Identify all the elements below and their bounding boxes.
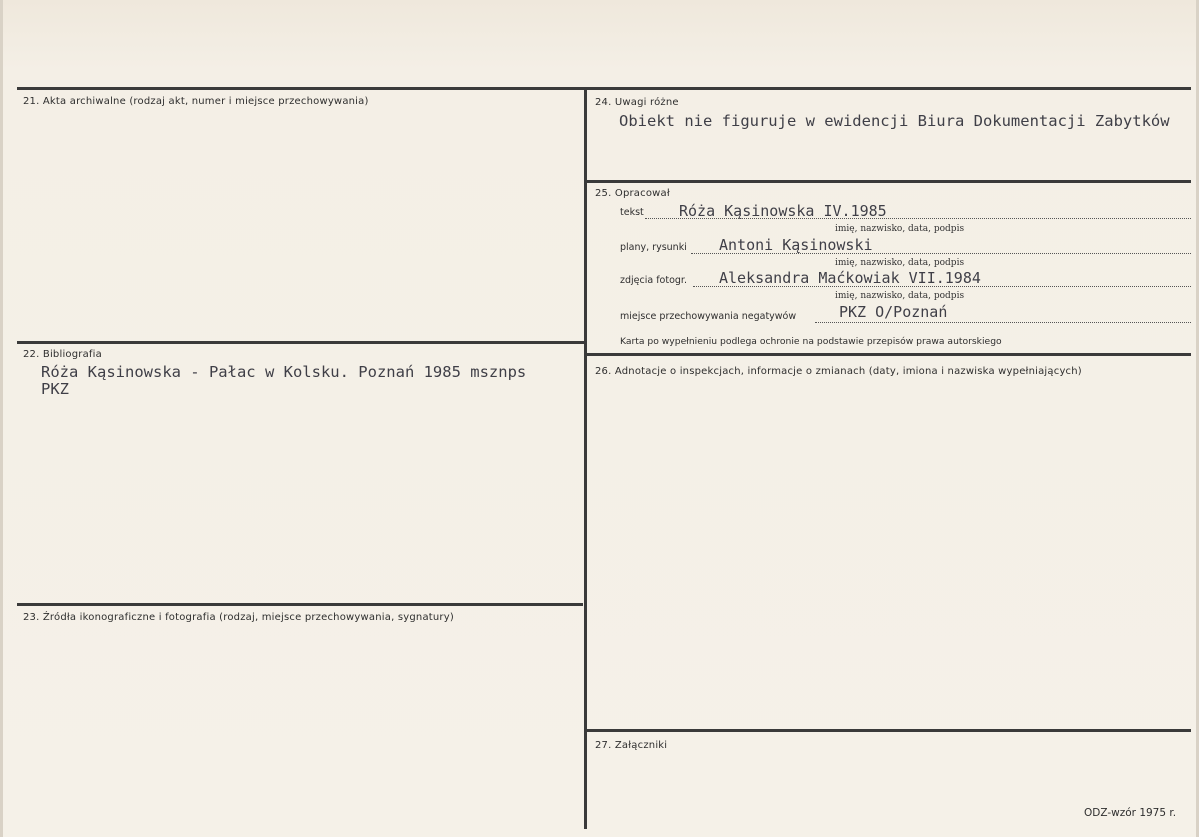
- top-rule: [17, 87, 1191, 90]
- rule-24-25: [587, 180, 1191, 183]
- rule-21-22: [17, 341, 585, 344]
- plany-value: Antoni Kąsinowski: [719, 236, 873, 254]
- zdjecia-sublabel: imię, nazwisko, data, podpis: [835, 291, 965, 301]
- zdjecia-value: Aleksandra Maćkowiak VII.1984: [719, 269, 981, 287]
- tekst-sublabel: imię, nazwisko, data, podpis: [835, 224, 965, 234]
- rule-26-27: [587, 729, 1191, 732]
- tekst-value: Róża Kąsinowska IV.1985: [679, 202, 887, 220]
- section-27-label: 27. Załączniki: [595, 740, 668, 751]
- section-25-label: 25. Opracował: [595, 188, 670, 199]
- negatives-label: miejsce przechowywania negatywów: [620, 311, 797, 322]
- negatives-value: PKZ O/Poznań: [839, 303, 948, 321]
- section-21-label: 21. Akta archiwalne (rodzaj akt, numer i miejsce przechowywania): [23, 96, 369, 107]
- negatives-dotline: [815, 322, 1191, 323]
- center-divider: [584, 89, 587, 829]
- remarks-text: Obiekt nie figuruje w ewidencji Biura Dokumentacji Zabytków: [619, 112, 1170, 130]
- rule-22-23: [17, 603, 583, 606]
- plany-sublabel: imię, nazwisko, data, podpis: [835, 258, 965, 268]
- bibliography-text: Róża Kąsinowska - Pałac w Kolsku. Poznań 1985 msznps PKZ: [41, 363, 527, 398]
- rule-25-26: [587, 353, 1191, 356]
- section-24-label: 24. Uwagi różne: [595, 97, 679, 108]
- section-22-label: 22. Bibliografia: [23, 349, 102, 360]
- plany-label: plany, rysunki: [620, 242, 687, 253]
- zdjecia-label: zdjęcia fotogr.: [620, 275, 687, 286]
- section-23-label: 23. Źródła ikonograficzne i fotografia (rodzaj, miejsce przechowywania, sygnatury): [23, 612, 454, 623]
- form-model-footer: ODZ-wzór 1975 r.: [1084, 807, 1177, 819]
- copyright-note: Karta po wypełnieniu podlega ochronie na podstawie przepisów prawa autorskiego: [620, 336, 1002, 347]
- section-26-label: 26. Adnotacje o inspekcjach, informacje o zmianach (daty, imiona i nazwiska wypełniających): [595, 366, 1082, 377]
- tekst-label: tekst: [620, 207, 644, 218]
